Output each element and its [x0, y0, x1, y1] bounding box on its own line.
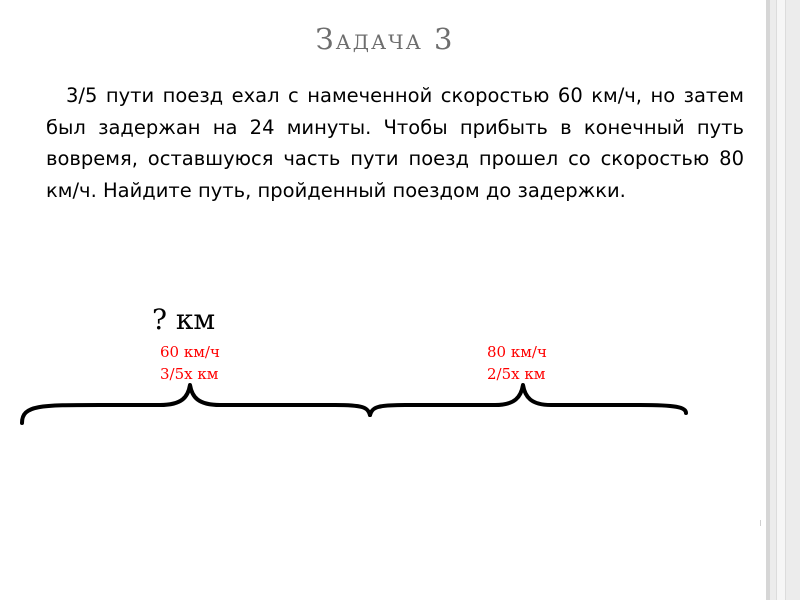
problem-text: 3/5 пути поезд ехал с намеченной скоростью 60 км/ч, но затем был задержан на 24 минуты. Чтобы прибыть в конечный путь вовремя, оставшуюся часть пути поезд прошел со скоростью 80 км/ч. Найдите путь, пройденный поездом до задержки. — [46, 84, 744, 202]
segment1-speed-label: 60 км/ч — [160, 343, 220, 361]
slide-side-border — [766, 0, 800, 600]
segment1-distance-label: 3/5х км — [160, 365, 219, 383]
segment2-distance-label: 2/5х км — [487, 365, 546, 383]
unknown-distance-label: ? км — [152, 303, 216, 336]
segment2-speed-label: 80 км/ч — [487, 343, 547, 361]
slide-title: Задача 3 — [315, 22, 455, 56]
decorative-mark — [760, 520, 761, 526]
segment1-brace — [22, 385, 370, 423]
segment2-brace — [370, 385, 686, 415]
distance-braces — [0, 375, 700, 435]
